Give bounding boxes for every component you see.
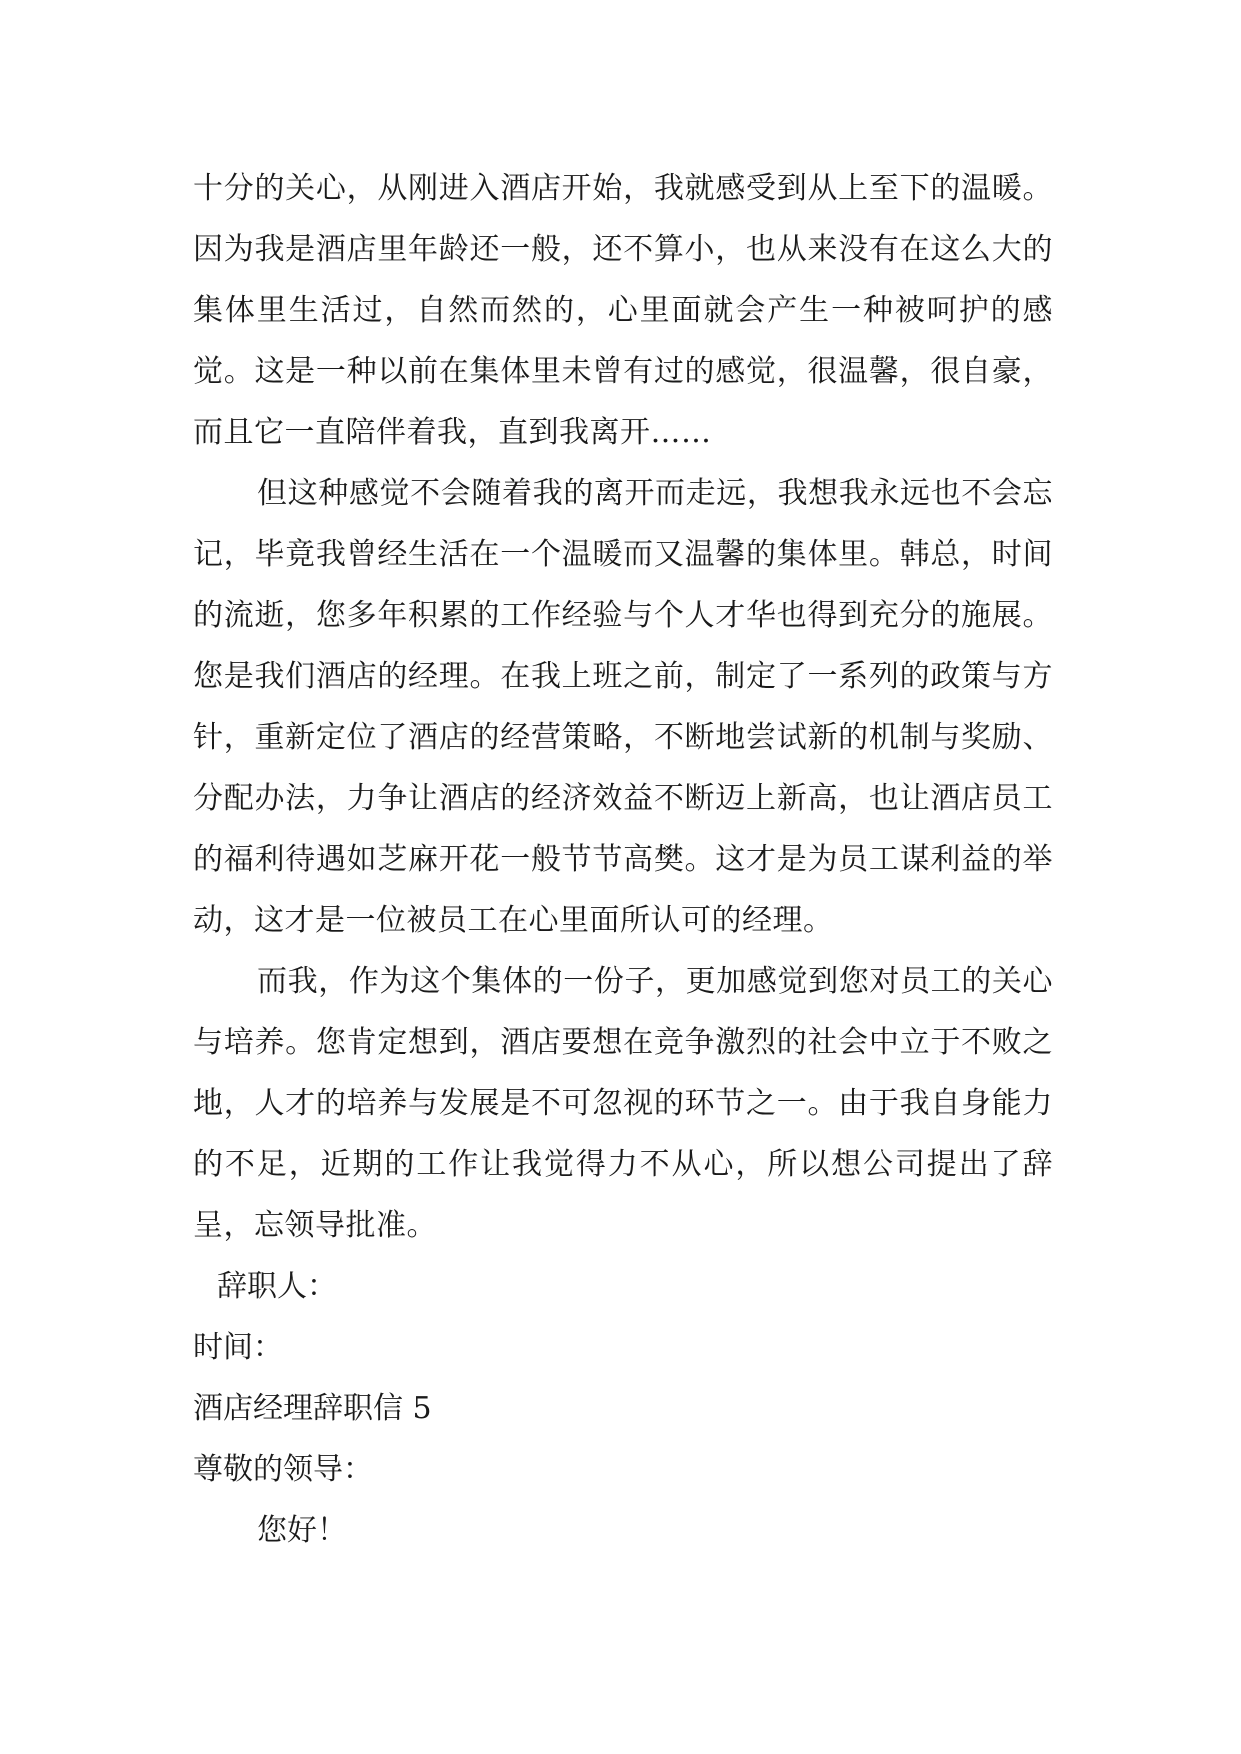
signature-label: 辞职人： bbox=[217, 1269, 337, 1304]
paragraph-3: 而我，作为这个集体的一份子，更加感觉到您对员工的关心与培养。您肯定想到，酒店要想在竞争激烈的社会中立于不败之地，人才的培养与发展是不可忽视的环节之一。由于我自身能力的不足，近期的工作让我觉得力不从心，所以想公司提出了辞呈，忘领导批准。 bbox=[193, 964, 1053, 1243]
paragraph-2: 但这种感觉不会随着我的离开而走远，我想我永远也不会忘记，毕竟我曾经生活在一个温暖而又温馨的集体里。韩总，时间的流逝，您多年积累的工作经验与个人才华也得到充分的施展。您是我们酒店的经理。在我上班之前，制定了一系列的政策与方针，重新定位了酒店的经营策略，不断地尝试新的机制与奖励、分配办法，力争让酒店的经济效益不断迈上新高，也让酒店员工的福利待遇如芝麻开花一般节节高樊。这才是为员工谋利益的举动，这才是一位被员工在心里面所认可的经理。 bbox=[193, 476, 1053, 938]
paragraph-1: 十分的关心，从刚进入酒店开始，我就感受到从上至下的温暖。因为我是酒店里年龄还一般，还不算小，也从来没有在这么大的集体里生活过，自然而然的，心里面就会产生一种被呵护的感觉。这是一种以前在集体里未曾有过的感觉，很温馨，很自豪，而且它一直陪伴着我，直到我离开…… bbox=[193, 171, 1053, 450]
next-letter-title: 酒店经理辞职信 5 bbox=[193, 1391, 432, 1426]
time-label: 时间： bbox=[193, 1330, 283, 1365]
greeting: 您好！ bbox=[257, 1513, 347, 1548]
salutation: 尊敬的领导： bbox=[193, 1452, 373, 1487]
document-body bbox=[193, 158, 1053, 1561]
